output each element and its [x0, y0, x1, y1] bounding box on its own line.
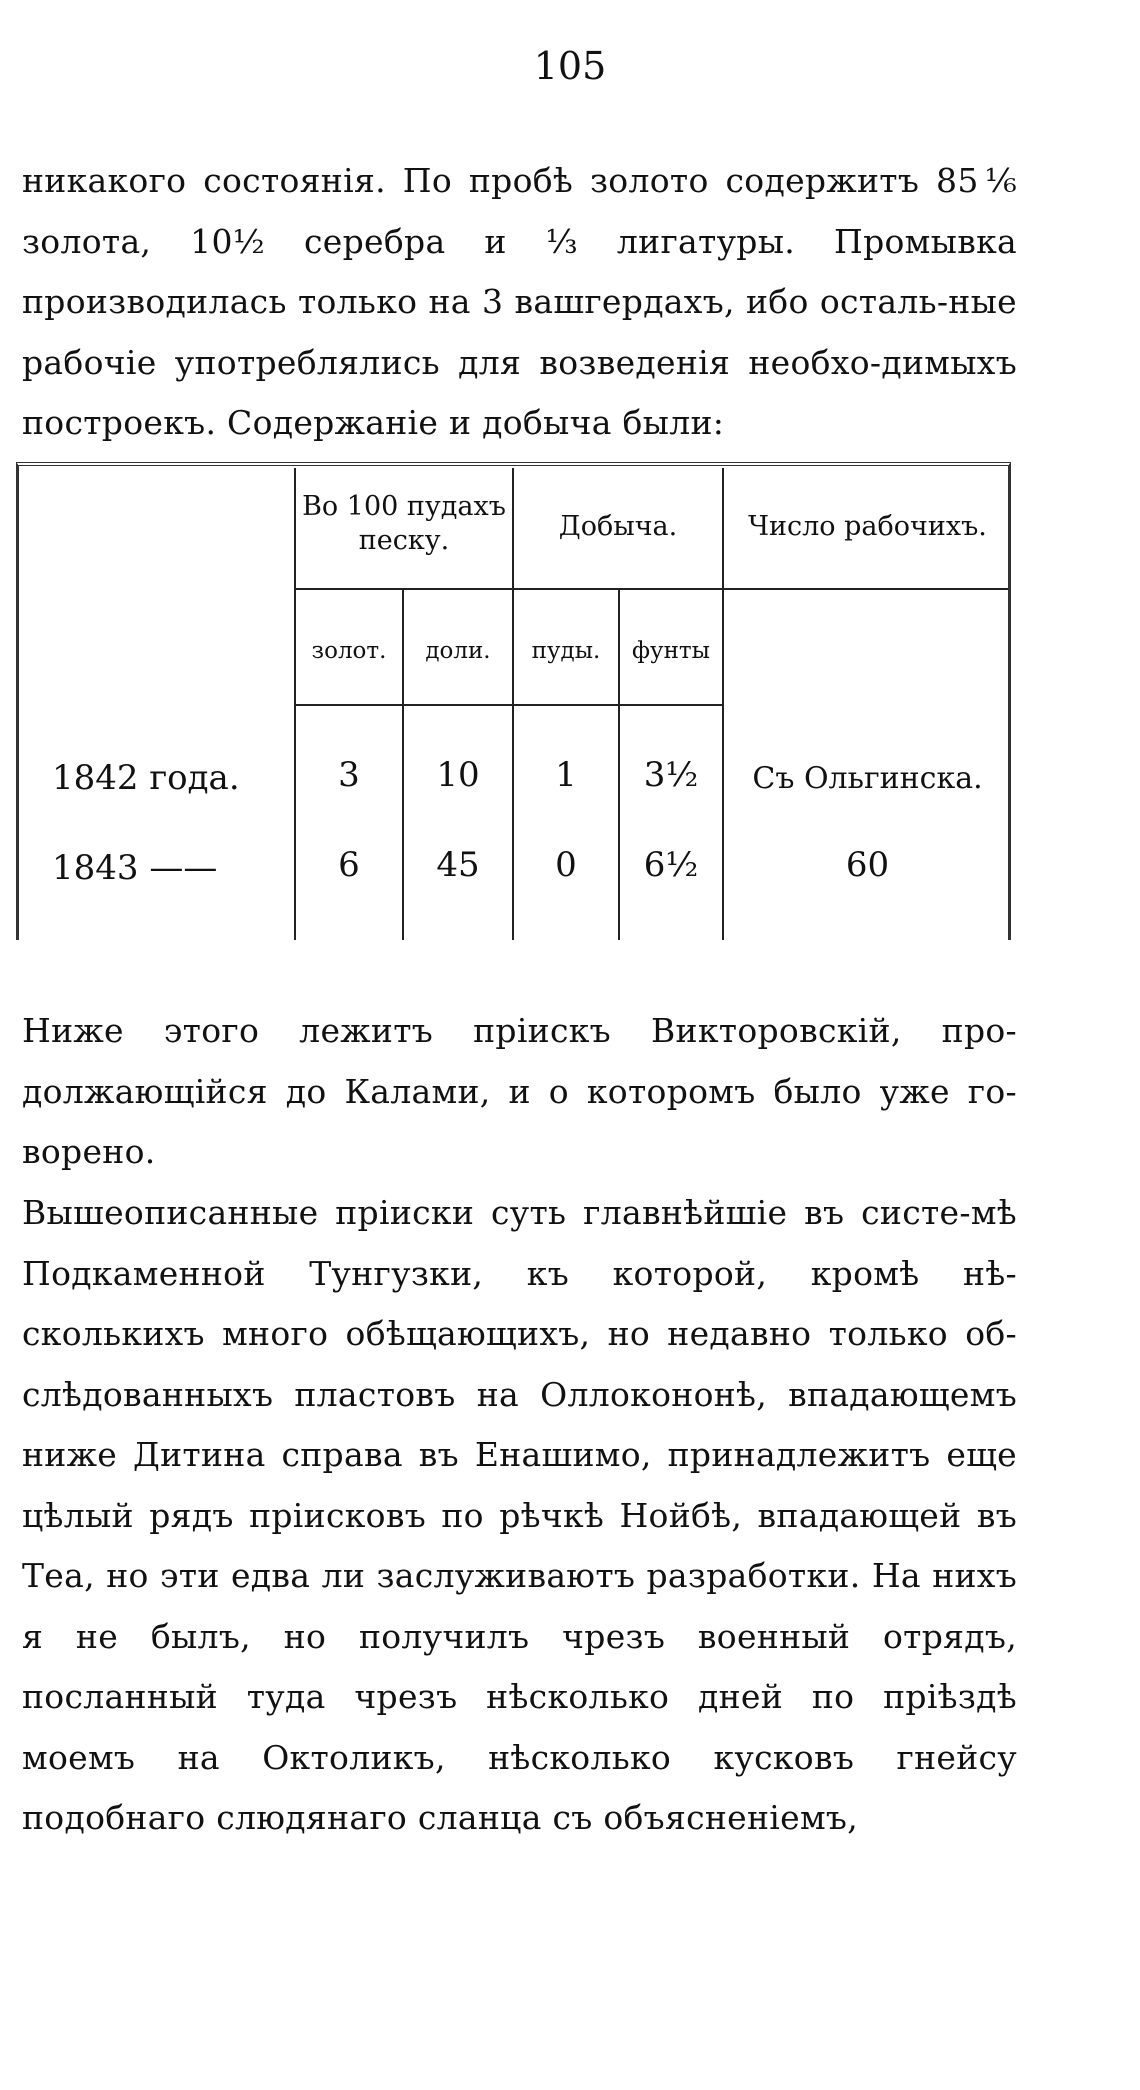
table-cell: 1 [555, 755, 577, 795]
header-per100: Во 100 пудахъ песку. [302, 491, 506, 556]
table-cell: 10 [436, 755, 480, 795]
paragraph-main-text: Вышеописанные пріиски суть главнѣйшіе въ систе-мѣ Подкаменной Тунгузки, къ которой, кромѣ нѣ-сколькихъ много обѣщающихъ, но недавно только об-слѣдованныхъ пластовъ на Оллокононѣ, впадающемъ ниже Дитина справа въ Енашимо, принадлежитъ еще цѣлый рядъ пріисковъ по рѣчкѣ Нойбѣ, впадающей въ Теа, но эти едва ли заслуживаютъ разработки. На нихъ я не былъ, но получилъ чрезъ военный отрядъ, посланный туда чрезъ нѣсколько дней по пріѣздѣ моемъ на Октоликъ, нѣсколько кусковъ гнейсу подобнаго слюдянаго сланца съ объясненіемъ, [22, 1193, 1017, 1837]
table-cell: 3½ [643, 755, 699, 795]
table-cell: 3 [338, 755, 360, 795]
paragraph-viktorovsky: Ниже этого лежитъ пріискъ Викторовскій, про-должающійся до Калами, и о которомъ было уже го-ворено. [22, 1011, 1017, 1171]
table-cell: 60 [845, 845, 890, 885]
subheader-doli: доли. [425, 638, 491, 664]
header-dobycha: Добыча. [558, 511, 678, 542]
yield-table [16, 462, 1011, 940]
table-row-label: 1843 —— [52, 848, 218, 888]
subheader-zolot: золот. [311, 638, 387, 664]
table-cell: 45 [436, 845, 480, 885]
table-rule [294, 704, 724, 706]
header-workers: Число рабочихъ. [748, 511, 987, 542]
paragraph-intro: никакого состоянія. По пробѣ золото содержитъ 85⅙ золота, 10½ серебра и ⅓ лигатуры. Промывка производилась только на 3 вашгердахъ, ибо осталь-ные рабочіе употреблялись для возведенія необхо-димыхъ построекъ. Содержаніе и добыча были: [22, 161, 1017, 442]
subheader-pudy: пуды. [531, 638, 601, 664]
table-rule [294, 588, 1008, 590]
table-cell: 0 [555, 845, 577, 885]
subheader-funty: фунты [632, 638, 710, 664]
table-cell: Съ Ольгинска. [752, 761, 983, 796]
table-cell: 6½ [643, 845, 699, 885]
table-cell: 6 [338, 845, 360, 885]
page-number: 105 [533, 44, 607, 88]
table-row-label: 1842 года. [52, 758, 240, 798]
